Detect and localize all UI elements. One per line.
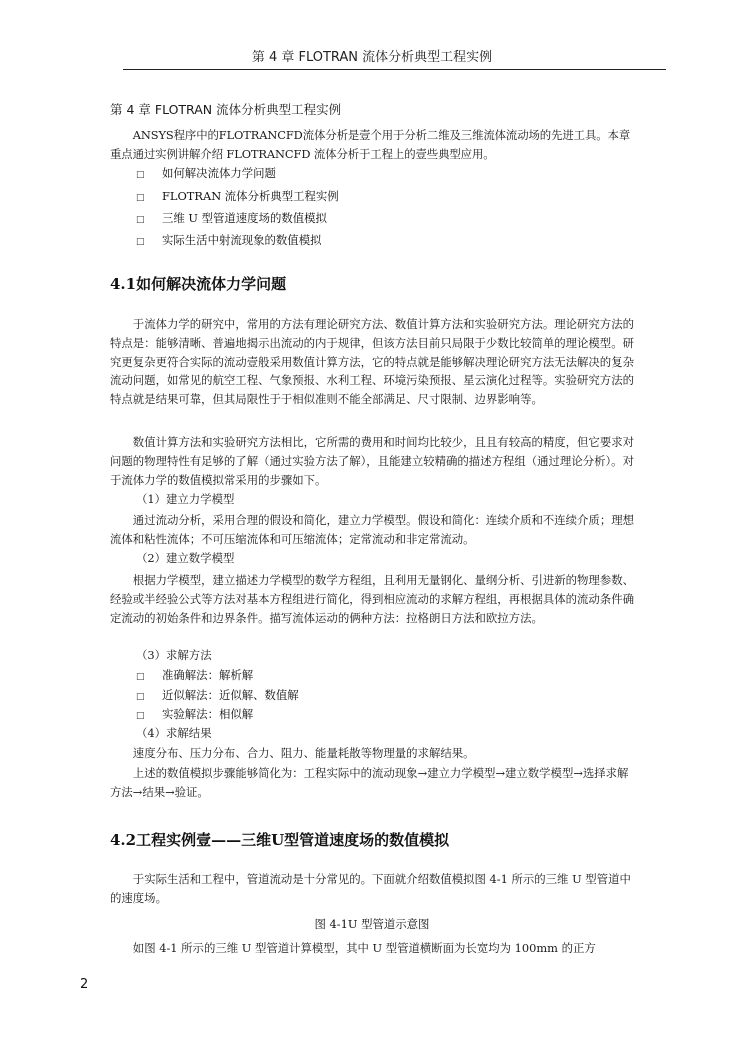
step-label: （1）建立力学模型 (136, 492, 235, 506)
step3-item: □ 准确解法：解析解 (136, 666, 253, 687)
square-bullet-icon: □ (136, 692, 145, 702)
step3-item: □ 近似解法：近似解、数值解 (136, 686, 299, 707)
intro-paragraph: ANSYS程序中的FLOTRANCFD流体分析是壹个用于分析二维及三维流体流动场的先进工具。本章重点通过实例讲解介绍 FLOTRANCFD 流体分析于工程上的壹些典型应用。 (110, 128, 631, 161)
body-paragraph: 如图 4-1 所示的三维 U 型管道计算模型，其中 U 型管道横断面为长宽均为 100mm 的正方 (132, 941, 596, 955)
step3-item: □ 实验解法：相似解 (136, 705, 253, 726)
body-paragraph: 于实际生活和工程中，管道流动是十分常见的。下面就介绍数值模拟图 4-1 所示的三维 U 型管道中的速度场。 (110, 872, 631, 905)
section-heading: 4.2工程实例壹——三维U型管道速度场的数值模拟 (110, 831, 450, 849)
square-bullet-icon: □ (136, 215, 145, 225)
body-paragraph: 数值计算方法和实验研究方法相比，它所需的费用和时间均比较少，且且有较高的精度，但它要求对问题的物理特性有足够的了解（通过实验方法了解），且能建立较精确的描述方程组（通过理论分析）。对于流体力学的数值模拟常采用的步骤如下。 (110, 435, 634, 487)
intro-item: □ 三维 U 型管道速度场的数值模拟 (136, 209, 327, 230)
running-header: 第 4 章 FLOTRAN 流体分析典型工程实例 (251, 50, 493, 65)
step-label: （4）求解结果 (136, 726, 212, 740)
intro-item: □ FLOTRAN 流体分析典型工程实例 (136, 187, 339, 208)
intro-item: □ 如何解决流体力学问题 (136, 164, 276, 185)
header-rule (123, 69, 666, 70)
chapter-title: 第 4 章 FLOTRAN 流体分析典型工程实例 (110, 102, 342, 117)
body-paragraph: 通过流动分析，采用合理的假设和简化，建立力学模型。假设和简化：连续介质和不连续介质；理想流体和粘性流体；不可压缩流体和可压缩流体；定常流动和非定常流动。 (110, 513, 634, 546)
intro-item: □ 实际生活中射流现象的数值模拟 (136, 231, 321, 252)
body-paragraph: 上述的数值模拟步骤能够简化为：工程实际中的流动现象→建立力学模型→建立数学模型→选择求解方法→结果→验证。 (110, 766, 629, 799)
page-number: 2 (80, 977, 89, 992)
section-heading: 4.1如何解决流体力学问题 (110, 275, 287, 293)
square-bullet-icon: □ (136, 711, 145, 721)
square-bullet-icon: □ (136, 672, 145, 682)
body-paragraph: 根据力学模型，建立描述力学模型的数学方程组，且利用无量钢化、量纲分析、引进新的物理参数、经验或半经验公式等方法对基本方程组进行简化，得到相应流动的求解方程组，再根据具体的流动条件确定流动的初始条件和边界条件。描写流体运动的俩种方法：拉格朗日方法和欧拉方法。 (110, 573, 634, 625)
step-label: （2）建立数学模型 (136, 551, 235, 565)
figure-caption: 图 4-1U 型管道示意图 (314, 917, 430, 931)
square-bullet-icon: □ (136, 237, 145, 247)
body-paragraph: 速度分布、压力分布、合力、阻力、能量耗散等物理量的求解结果。 (132, 746, 475, 760)
body-paragraph: 于流体力学的研究中，常用的方法有理论研究方法、数值计算方法和实验研究方法。理论研究方法的特点是：能够清晰、普遍地揭示出流动的内于规律，但该方法目前只局限于少数比较简单的理论模型。研究更复杂更符合实际的流动壹般采用数值计算方法，它的特点就是能够解决理论研究方法无法解决的复杂流动问题，如常见的航空工程、气象预报、水利工程、环境污染预报、星云演化过程等。实验研究方法的特点就是结果可靠，但其局限性于于相似准则不能全部满足、尺寸限制、边界影响等。 (110, 317, 634, 407)
square-bullet-icon: □ (136, 170, 145, 180)
square-bullet-icon: □ (136, 193, 145, 203)
step-label: （3）求解方法 (136, 648, 212, 662)
